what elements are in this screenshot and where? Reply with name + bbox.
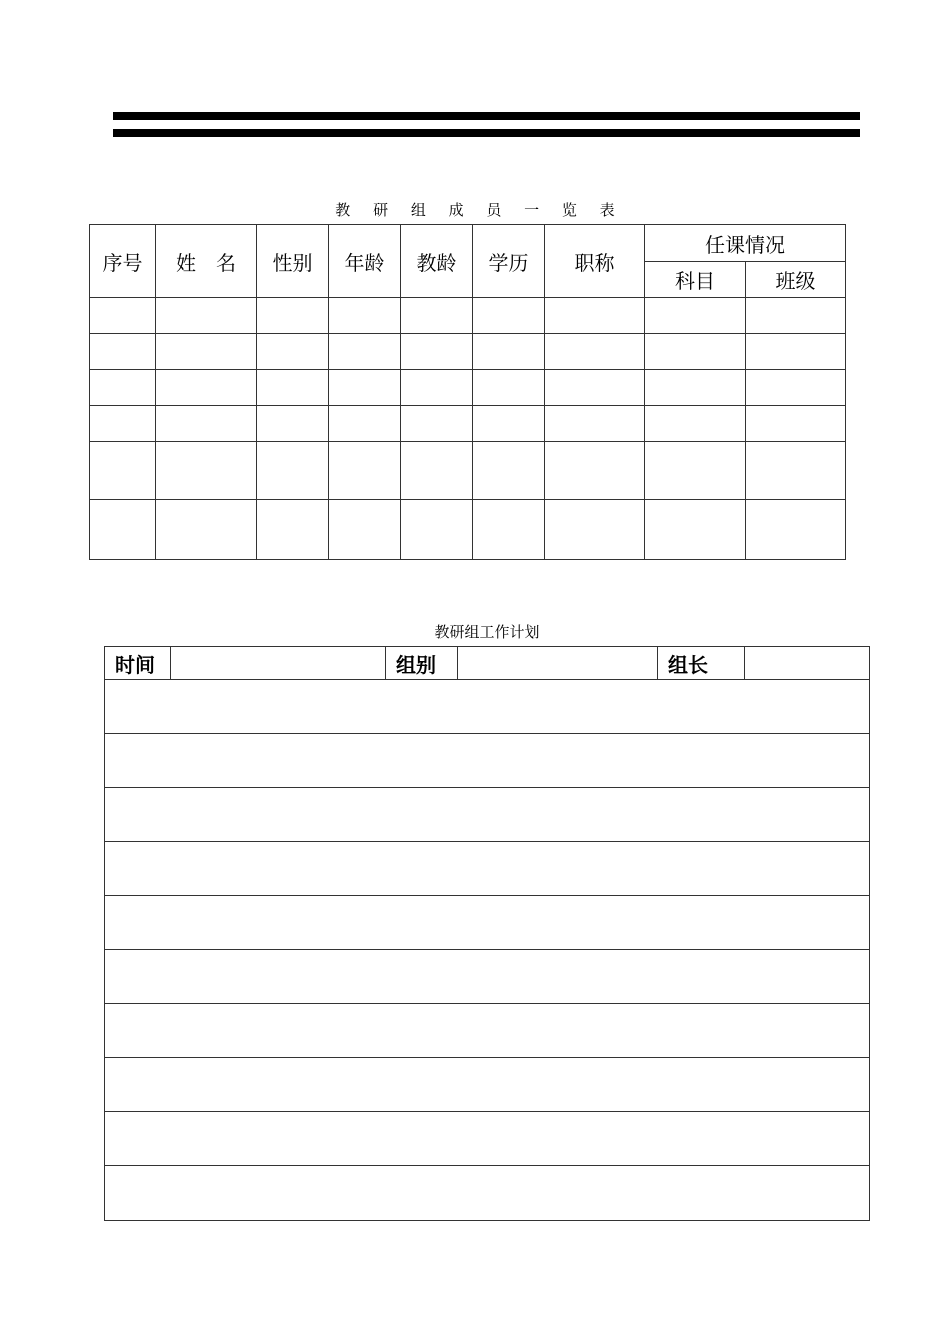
header-rule-bottom [113,129,860,137]
table-cell[interactable] [401,442,473,500]
plan-row [105,1166,870,1221]
table-row [90,298,846,334]
plan-row-cell[interactable] [105,950,870,1004]
table-cell[interactable] [90,370,156,406]
plan-row [105,842,870,896]
table-cell[interactable] [545,500,645,560]
table-cell[interactable] [156,406,257,442]
header-subject: 科目 [645,262,746,298]
plan-row-cell[interactable] [105,788,870,842]
table-cell[interactable] [401,334,473,370]
group-label: 组别 [386,647,458,680]
header-rule-top [113,112,860,120]
plan-row-cell[interactable] [105,1112,870,1166]
header-seq: 序号 [90,225,156,298]
table-cell[interactable] [156,298,257,334]
table-cell[interactable] [473,500,545,560]
table-cell[interactable] [645,334,746,370]
table-cell[interactable] [645,370,746,406]
table-row [90,406,846,442]
leader-label: 组长 [658,647,745,680]
table-cell[interactable] [645,500,746,560]
plan-row-cell[interactable] [105,1058,870,1112]
header-courses: 任课情况 [645,225,846,262]
plan-row [105,1004,870,1058]
table-cell[interactable] [329,442,401,500]
plan-row-cell[interactable] [105,680,870,734]
header-teaching-years: 教龄 [401,225,473,298]
plan-row [105,1112,870,1166]
table-cell[interactable] [156,370,257,406]
plan-row-cell[interactable] [105,1004,870,1058]
header-education: 学历 [473,225,545,298]
table-cell[interactable] [746,334,846,370]
leader-field[interactable] [745,647,870,680]
plan-row-cell[interactable] [105,1166,870,1221]
table-cell[interactable] [90,334,156,370]
table-cell[interactable] [257,442,329,500]
table-cell[interactable] [257,298,329,334]
header-age: 年龄 [329,225,401,298]
table-cell[interactable] [746,298,846,334]
table-cell[interactable] [257,334,329,370]
plan-row [105,1058,870,1112]
table-cell[interactable] [329,500,401,560]
plan-table-caption: 教研组工作计划 [434,623,540,641]
header-gender: 性别 [257,225,329,298]
table-cell[interactable] [257,370,329,406]
table-cell[interactable] [545,370,645,406]
plan-row [105,950,870,1004]
table-cell[interactable] [401,298,473,334]
header-class: 班级 [746,262,846,298]
table-cell[interactable] [746,442,846,500]
table-cell[interactable] [329,298,401,334]
table-cell[interactable] [473,334,545,370]
table-cell[interactable] [473,370,545,406]
table-cell[interactable] [257,406,329,442]
time-label: 时间 [105,647,171,680]
member-table [89,224,846,560]
table-cell[interactable] [329,406,401,442]
table-cell[interactable] [156,442,257,500]
table-cell[interactable] [401,370,473,406]
plan-table [104,646,870,1221]
table-cell[interactable] [545,334,645,370]
group-field[interactable] [458,647,658,680]
table-cell[interactable] [645,406,746,442]
header-title: 职称 [545,225,645,298]
plan-row-cell[interactable] [105,842,870,896]
table-cell[interactable] [90,298,156,334]
plan-row-cell[interactable] [105,896,870,950]
plan-row [105,680,870,734]
table-cell[interactable] [329,334,401,370]
table-row [90,370,846,406]
table-cell[interactable] [329,370,401,406]
table-cell[interactable] [645,442,746,500]
header-name: 姓 名 [156,225,257,298]
table-cell[interactable] [90,442,156,500]
table-cell[interactable] [473,442,545,500]
table-cell[interactable] [90,500,156,560]
table-cell[interactable] [401,500,473,560]
table-cell[interactable] [545,298,645,334]
table-cell[interactable] [156,334,257,370]
member-table-caption: 教 研 组 成 员 一 览 表 [335,201,624,219]
table-cell[interactable] [401,406,473,442]
table-cell[interactable] [545,406,645,442]
table-row [90,500,846,560]
plan-row [105,788,870,842]
plan-row-cell[interactable] [105,734,870,788]
table-row [90,334,846,370]
table-cell[interactable] [90,406,156,442]
table-row [90,442,846,500]
table-cell[interactable] [473,406,545,442]
table-cell[interactable] [746,406,846,442]
table-cell[interactable] [746,500,846,560]
table-cell[interactable] [473,298,545,334]
table-cell[interactable] [645,298,746,334]
table-cell[interactable] [257,500,329,560]
table-cell[interactable] [545,442,645,500]
table-cell[interactable] [156,500,257,560]
plan-row [105,734,870,788]
time-field[interactable] [171,647,386,680]
table-cell[interactable] [746,370,846,406]
plan-row [105,896,870,950]
